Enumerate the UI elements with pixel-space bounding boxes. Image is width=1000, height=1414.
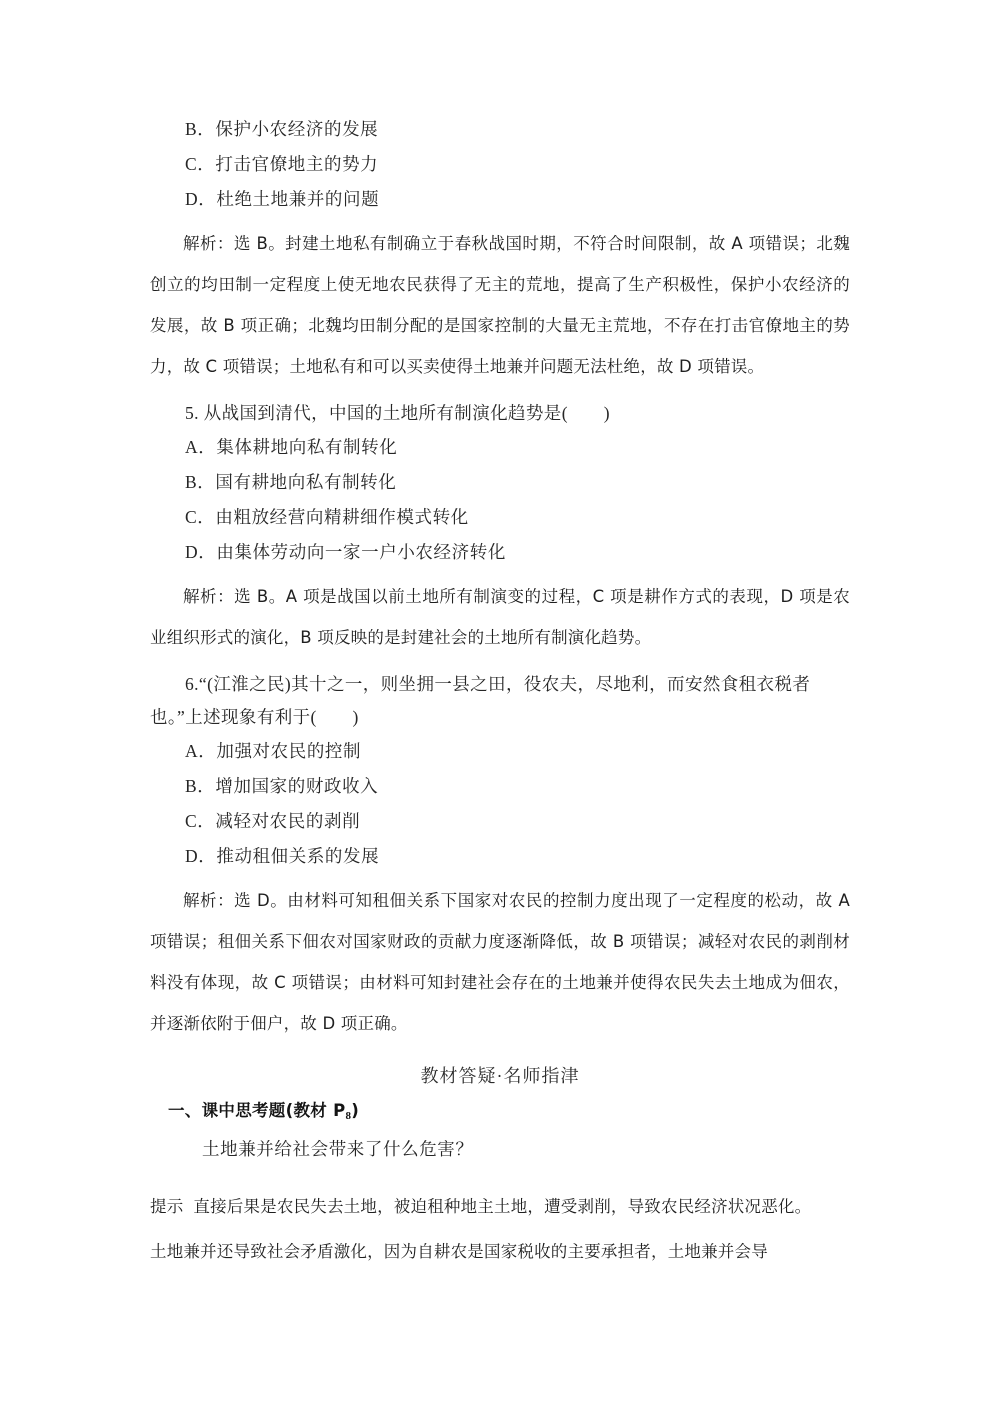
subsection-heading-prefix: 一、课中思考题(教材 P [168, 1101, 346, 1120]
analysis-paragraph-q5: 解析：选 B。A 项是战国以前土地所有制演变的过程，C 项是耕作方式的表现，D 项是农业组织形式的演化，B 项反映的是封建社会的土地所有制演化趋势。 [150, 587, 850, 647]
hint-label: 提示 [150, 1197, 184, 1216]
hint-paragraph-1 [150, 1184, 850, 1229]
subsection-heading [150, 1094, 850, 1130]
option-line: B．保护小农经济的发展 [185, 119, 379, 139]
option-line: D．杜绝土地兼并的问题 [185, 189, 380, 209]
option-line: D．由集体劳动向一家一户小农经济转化 [185, 542, 506, 562]
analysis-paragraph-q4: 解析：选 B。封建土地私有制确立于春秋战国时期，不符合时间限制，故 A 项错误；北魏创立的均田制一定程度上使无地农民获得了无主的荒地，提高了生产积极性，保护小农经济的发展，故 B 项正确；北魏均田制分配的是国家控制的大量无主荒地，不存在打击官僚地主的势力，故 C 项错误；土地私有和可以买卖使得土地兼并问题无法杜绝，故 D 项错误。 [150, 234, 850, 376]
hint-paragraph-2: 土地兼并还导致社会矛盾激化，因为自耕农是国家税收的主要承担者，土地兼并会导 [150, 1242, 768, 1261]
analysis-paragraph-q6: 解析：选 D。由材料可知租佃关系下国家对农民的控制力度出现了一定程度的松动，故 A 项错误；租佃关系下佃农对国家财政的贡献力度逐渐降低，故 B 项错误；减轻对农民的剥削材料没有体现，故 C 项错误；由材料可知封建社会存在的土地兼并使得农民失去土地成为佃农，并逐渐依附于佃户，故 D 项正确。 [150, 891, 850, 1033]
option-line: C．打击官僚地主的势力 [185, 154, 379, 174]
textbook-question: 土地兼并给社会带来了什么危害？ [202, 1139, 474, 1159]
option-line: A．加强对农民的控制 [185, 741, 362, 761]
hint-body: 直接后果是农民失去土地，被迫租种地主土地，遭受剥削，导致农民经济状况恶化。 [193, 1197, 812, 1216]
option-line: B．国有耕地向私有制转化 [185, 472, 397, 492]
question-stem-5: 5. 从战国到清代，中国的土地所有制演化趋势是( ) [185, 403, 610, 423]
option-line: A．集体耕地向私有制转化 [185, 437, 398, 457]
textbook-page-number: 8 [345, 1110, 352, 1122]
section-heading: 教材答疑·名师指津 [420, 1066, 580, 1086]
option-line: C．由粗放经营向精耕细作模式转化 [185, 507, 469, 527]
option-line: B．增加国家的财政收入 [185, 776, 379, 796]
option-line: D．推动租佃关系的发展 [185, 846, 380, 866]
question-stem-6: 6.“(江淮之民)其十之一，则坐拥一县之田，役农夫，尽地利，而安然食租衣税者也。”上述现象有利于( ) [150, 674, 811, 727]
page-content [150, 112, 850, 1274]
option-line: C．减轻对农民的剥削 [185, 811, 361, 831]
subsection-heading-suffix: ) [351, 1101, 360, 1120]
